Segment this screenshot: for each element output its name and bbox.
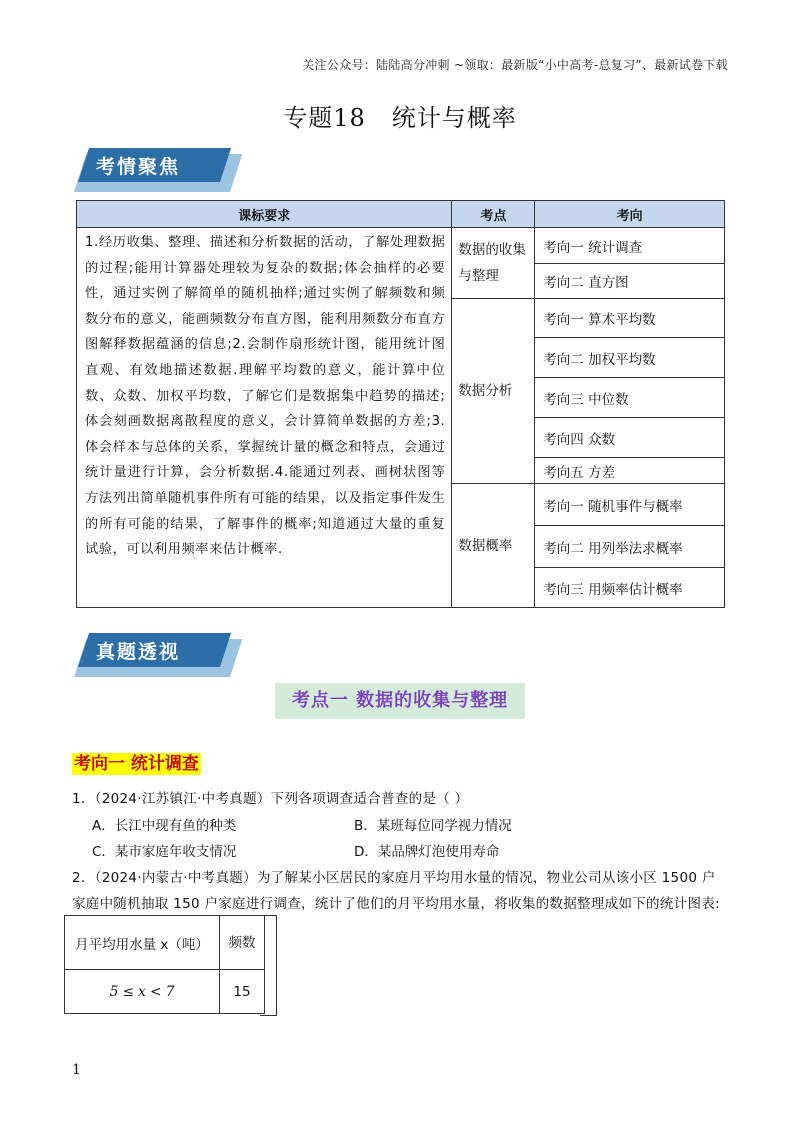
requirement-cell: 1.经历收集、整理、描述和分析数据的活动，了解处理数据的过程;能用计算器处理较为复杂的数据;体会抽样的必要性，通过实例了解简单的随机抽样;通过实例了解频数和频数分布的意义，能画频数分布直方图，能利用频数分布直方图解释数据蕴涵的信息;2.会制作扇形统计图，能用统计图直观、有效地描述数据.理解平均数的意义，能计算中位数、众数、加权平均数，了解它们是数据集中趋势的描述;体会刻画数据离散程度的意义，会计算简单数据的方差;3.体会样本与总体的关系，掌握统计量的概念和特点，会通过统计量进行计算，会分析数据.4.能通过列表、画树状图等方法列出简单随机事件所有可能的结果，以及指定事件发生的所有可能的结果，了解事件的概率;知道通过大量的重复试验，可以利用频率来估计概率. <box>77 228 452 608</box>
table-border-extension <box>260 915 277 1016</box>
title-number: 18 <box>333 104 366 132</box>
direction-title: 考向一 统计调查 <box>74 754 199 774</box>
freq-header-count: 频数 <box>220 916 265 970</box>
kaoxiang-cell: 考向三 用频率估计概率 <box>535 568 725 608</box>
table-row <box>77 228 725 264</box>
freq-row-range: 5 ≤ x < 7 <box>65 970 220 1014</box>
table-header-row <box>77 201 725 228</box>
freq-row-value: 15 <box>220 970 265 1014</box>
kaodian-cell: 数据的收集与整理 <box>452 228 535 299</box>
kaoxiang-cell: 考向一 随机事件与概率 <box>535 484 725 526</box>
frequency-table <box>64 915 265 1014</box>
question-1-stem: 1．（2024·江苏镇江·中考真题）下列各项调查适合普查的是（ ） <box>72 791 469 807</box>
kaoxiang-cell: 考向二 直方图 <box>535 264 725 299</box>
banner-kaoqing <box>74 148 234 192</box>
freq-header-usage: 月平均用水量 x（吨） <box>65 916 220 970</box>
banner-label: 真题透视 <box>96 641 181 663</box>
kaoxiang-cell: 考向二 加权平均数 <box>535 338 725 378</box>
kaoxiang-cell: 考向五 方差 <box>535 458 725 484</box>
section-title: 考点一 数据的收集与整理 <box>275 683 525 719</box>
question-1-option-c: C．某市家庭年收支情况 <box>92 844 237 860</box>
page-title <box>0 98 800 133</box>
kaodian-cell: 数据概率 <box>452 484 535 608</box>
kaoxiang-cell: 考向一 算术平均数 <box>535 299 725 338</box>
header-note: 关注公众号：陆陆高分冲刺 ~领取：最新版“小中高考-总复习”、最新试卷下载 <box>302 58 728 72</box>
table-row <box>65 916 265 970</box>
title-text: 统计与概率 <box>391 104 517 132</box>
header-requirement: 课标要求 <box>77 201 452 228</box>
kaodian-cell: 数据分析 <box>452 299 535 484</box>
title-prefix: 专题 <box>283 104 334 132</box>
question-1-option-b: B．某班每位同学视力情况 <box>354 818 512 834</box>
question-1-option-d: D．某品牌灯泡使用寿命 <box>354 844 500 860</box>
banner-label: 考情聚焦 <box>96 156 181 178</box>
question-1-option-a: A．长江中现有鱼的种类 <box>92 818 237 834</box>
banner-zhenti <box>74 633 234 677</box>
kaoxiang-cell: 考向一 统计调查 <box>535 228 725 264</box>
question-2-line-2: 家庭中随机抽取 150 户家庭进行调查，统计了他们的月平均用水量，将收集的数据整理成如下的统计图表: <box>72 896 720 912</box>
kaoxiang-cell: 考向四 众数 <box>535 418 725 458</box>
table-row <box>65 970 265 1014</box>
header-kaoxiang: 考向 <box>535 201 725 228</box>
curriculum-table <box>76 200 725 608</box>
page-number: 1 <box>72 1062 81 1078</box>
header-kaodian: 考点 <box>452 201 535 228</box>
question-2-line-1: 2．（2024·内蒙古·中考真题）为了解某小区居民的家庭月平均用水量的情况，物业公司从该小区 1500 户 <box>72 870 716 886</box>
kaoxiang-cell: 考向二 用列举法求概率 <box>535 526 725 568</box>
kaoxiang-cell: 考向三 中位数 <box>535 378 725 418</box>
